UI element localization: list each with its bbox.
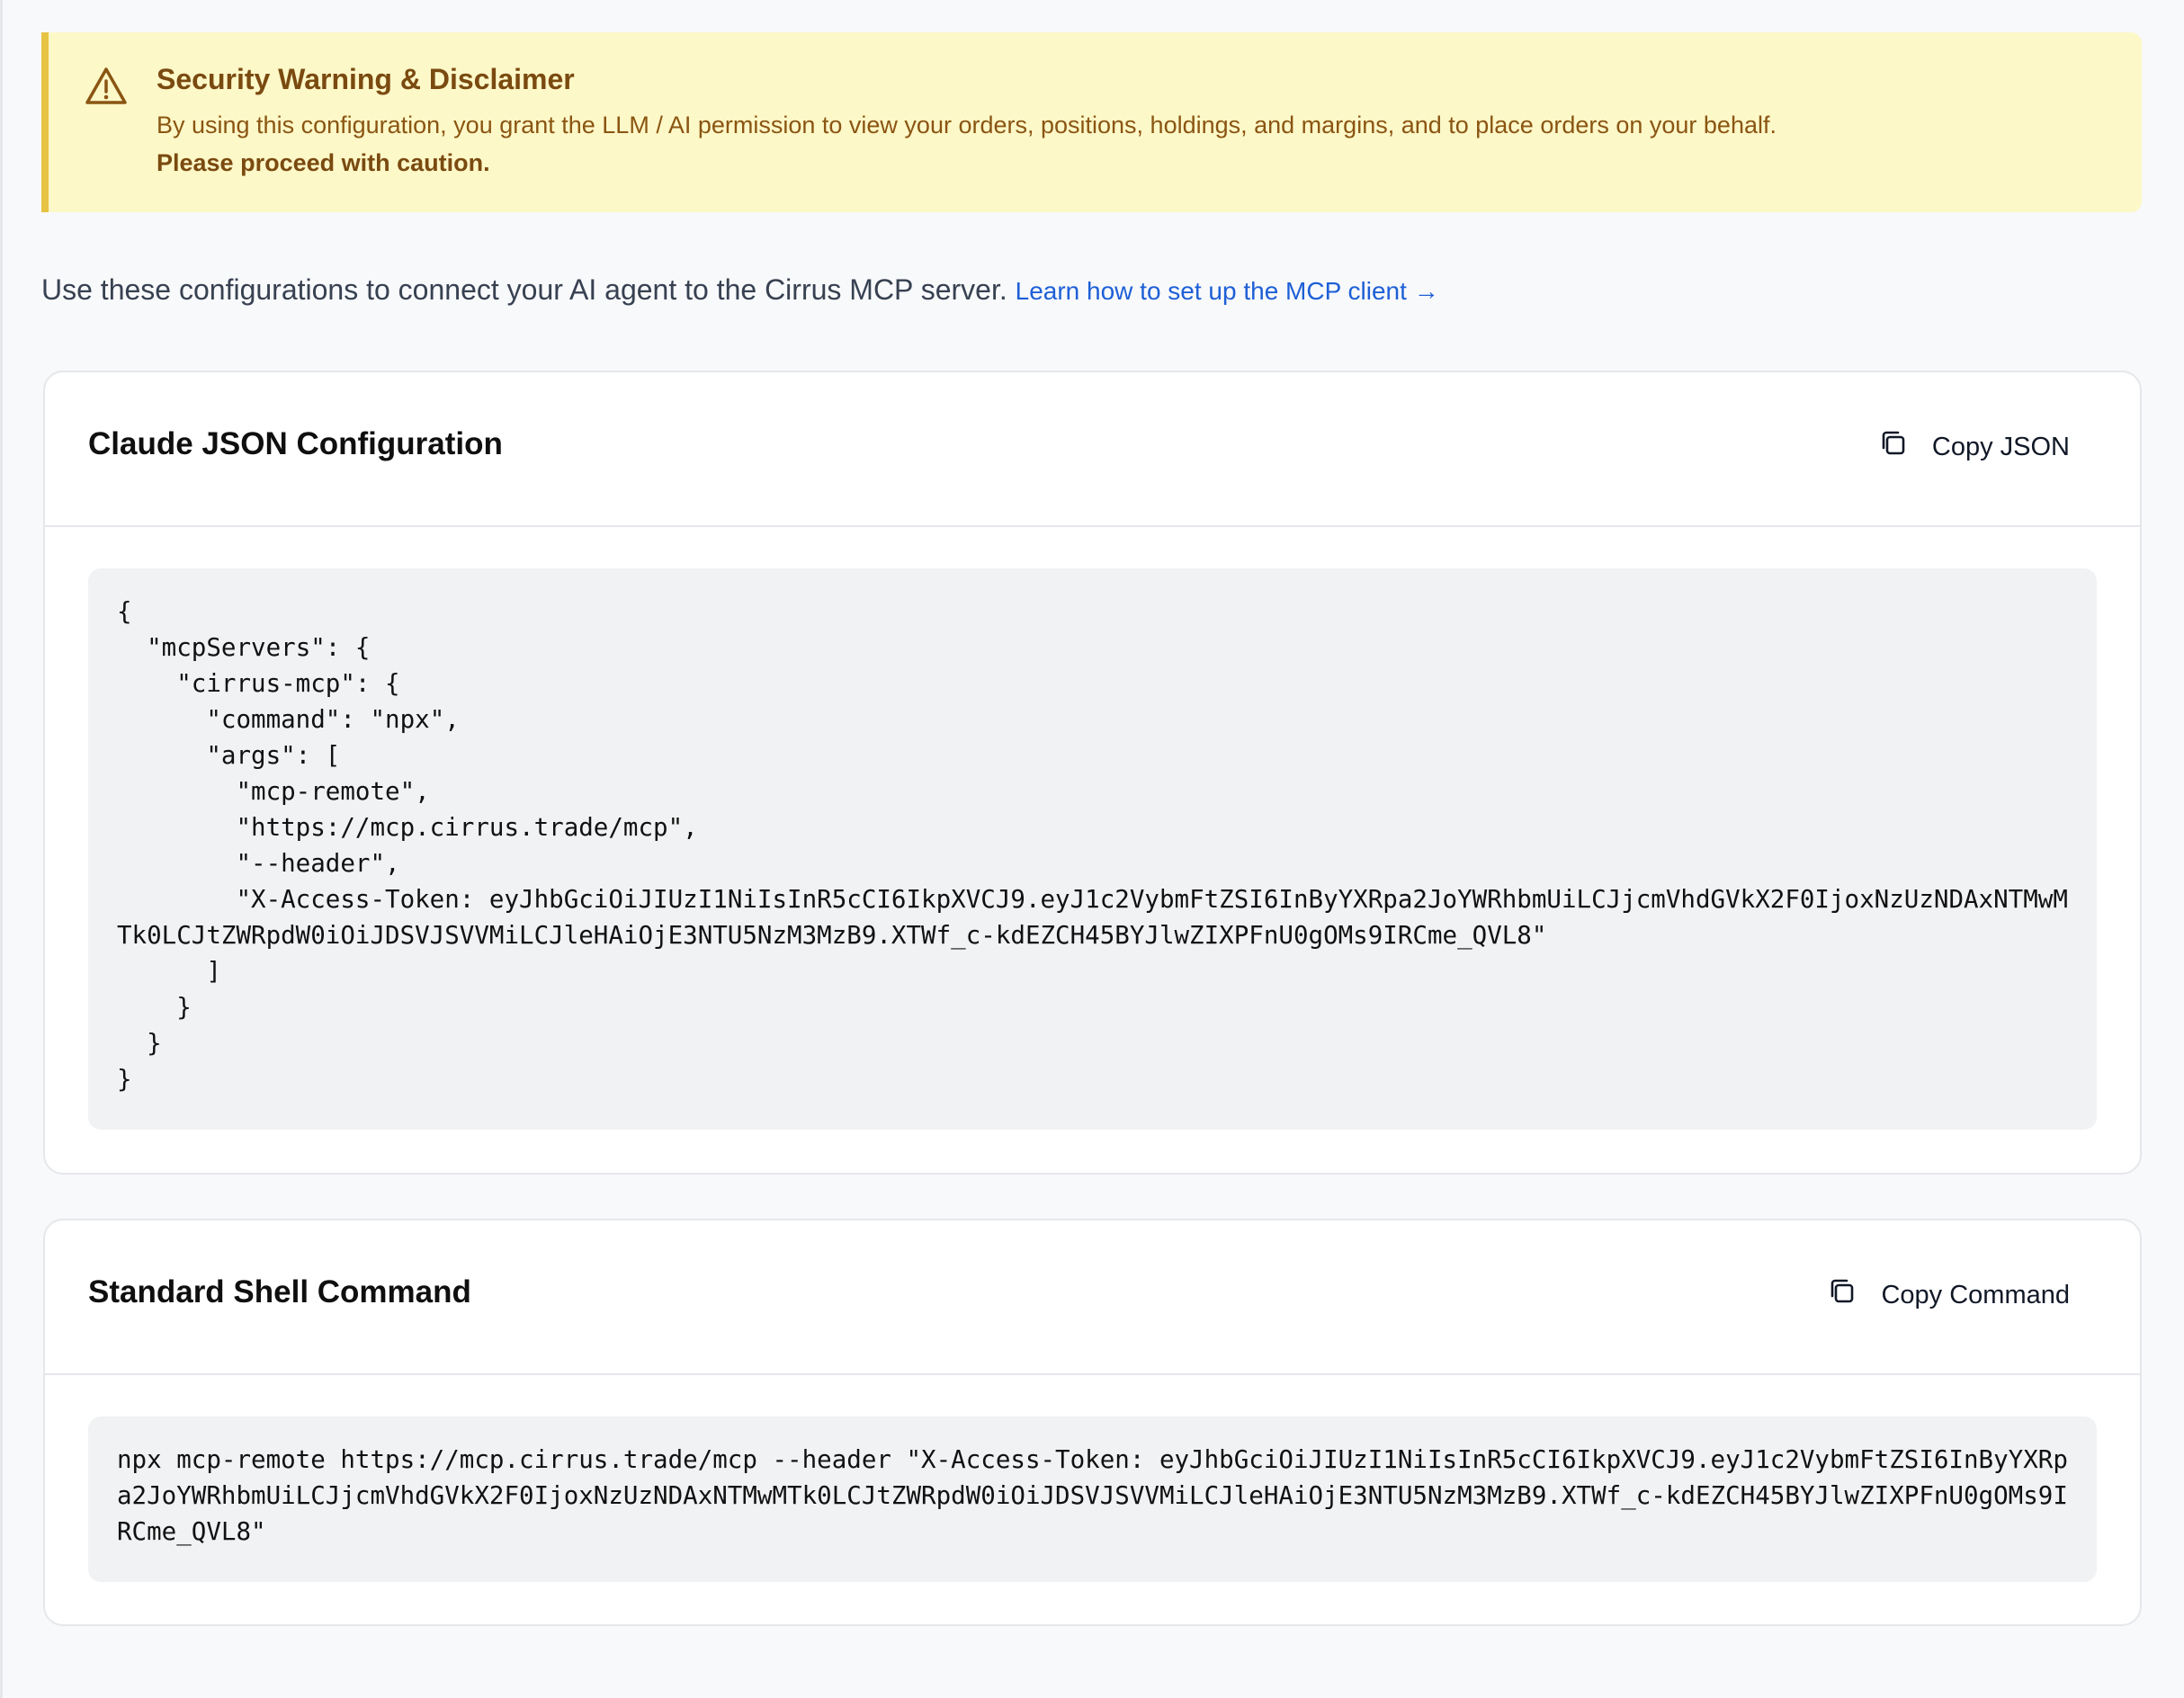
copy-command-label: Copy Command xyxy=(1881,1280,2070,1309)
intro-text xyxy=(41,273,1439,307)
security-warning-banner xyxy=(41,32,2142,212)
intro-description: Use these configurations to connect your AI agent to the Cirrus MCP server. xyxy=(41,273,1007,306)
shell-command-header xyxy=(45,1220,2140,1375)
copy-icon xyxy=(1827,1276,1857,1314)
json-config-title: Claude JSON Configuration xyxy=(88,426,503,461)
json-config-card xyxy=(43,371,2142,1175)
json-config-code[interactable]: { "mcpServers": { "cirrus-mcp": { "command": "npx", "args": [ "mcp-remote", "https://mcp.cirrus.trade/mcp", "--header", "X-Access-Token: eyJhbGciOiJIUzI1NiIsInR5cCI6IkpXVCJ9.eyJ1c2VybmFtZSI6InByYXRpa2JoYWRhbmUiLCJjcmVhdGVkX2F0IjoxNzUzNDAxNTMwMTk0LCJtZWRpdW0iOiJDSVJSVVMiLCJleHAiOjE3NTU5NzM3MzB9.XTWf_c-kdEZCH45BYJlwZIXPFnU0gOMs9IRCme_QVL8" ] } } } xyxy=(88,568,2097,1130)
copy-json-label: Copy JSON xyxy=(1931,432,2070,461)
warning-title: Security Warning & Disclaimer xyxy=(157,63,575,95)
shell-command-card xyxy=(43,1219,2142,1626)
copy-icon xyxy=(1878,428,1909,466)
copy-json-button[interactable] xyxy=(1878,428,2070,466)
warning-caution: Please proceed with caution. xyxy=(157,149,490,176)
mcp-setup-link[interactable]: Learn how to set up the MCP client → xyxy=(1015,277,1439,305)
warning-triangle-icon xyxy=(85,65,128,108)
copy-command-button[interactable] xyxy=(1827,1276,2070,1314)
json-config-header xyxy=(45,372,2140,527)
warning-body: By using this configuration, you grant the LLM / AI permission to view your orders, positions, holdings, and margins, and to place orders on your behalf. xyxy=(157,112,1777,139)
shell-command-code[interactable]: npx mcp-remote https://mcp.cirrus.trade/mcp --header "X-Access-Token: eyJhbGciOiJIUzI1NiIsInR5cCI6IkpXVCJ9.eyJ1c2VybmFtZSI6InByYXRpa2JoYWRhbmUiLCJjcmVhdGVkX2F0IjoxNzUzNDAxNTMwMTk0LCJtZWRpdW0iOiJDSVJSVVMiLCJleHAiOjE3NTU5NzM3MzB9.XTWf_c-kdEZCH45BYJlwZIXPFnU0gOMs9IRCme_QVL8" xyxy=(88,1416,2097,1582)
shell-command-title: Standard Shell Command xyxy=(88,1274,471,1309)
